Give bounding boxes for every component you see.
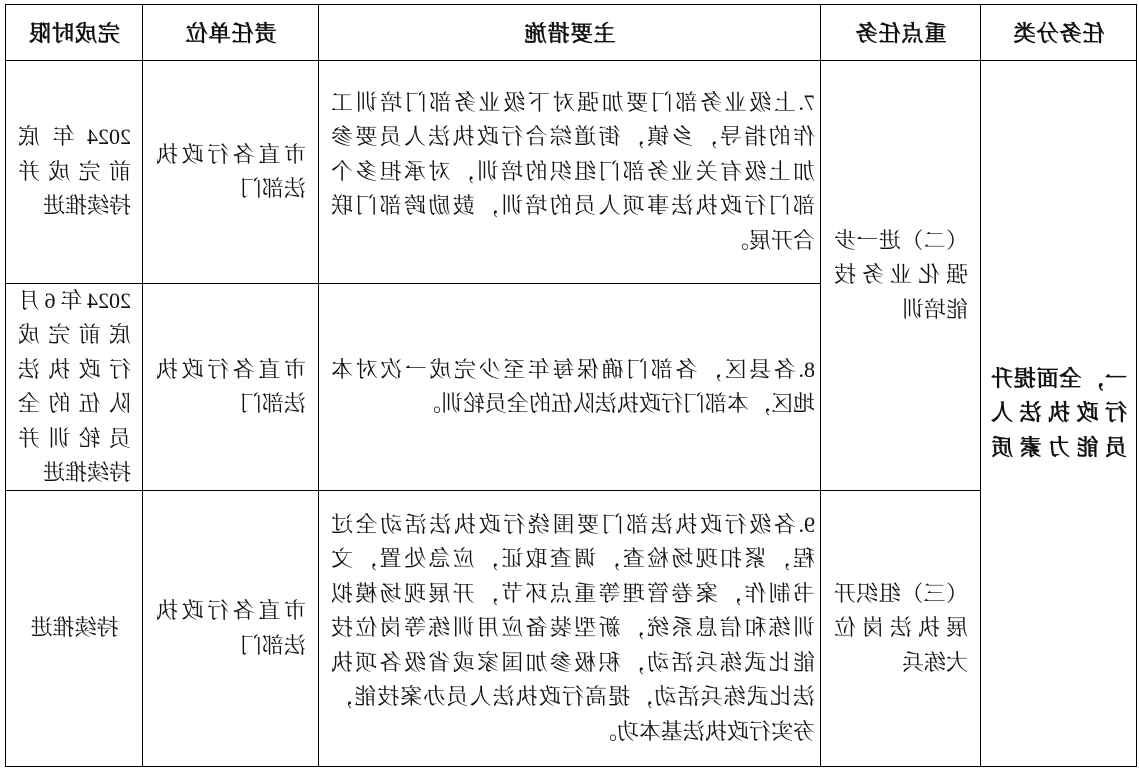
deadline-cell: [5, 60, 143, 284]
deadline-line: 底前完成: [18, 322, 131, 347]
header-deadline-label: 完成时限: [28, 21, 121, 46]
measures-line: 作的指导，乡镇，街道综合行政执法人员要参: [331, 124, 815, 150]
deadline-line: 2024年6月: [18, 287, 131, 313]
measures-line: 9.各级行政执法部门要围绕行政执法活动全过: [331, 511, 815, 537]
responsible-unit-cell: [142, 490, 319, 767]
deadline-line: 持续推进: [42, 460, 131, 485]
header-deadline: [5, 4, 143, 61]
measures-line: 书制作，案卷管理等重点环节，开展现场模拟: [331, 580, 815, 606]
measures-line: 夯实行政执法基本功。: [594, 718, 815, 744]
key-task-cell: [820, 60, 981, 491]
measures-line: 合开展。: [726, 227, 815, 253]
task-category-cell: [980, 60, 1137, 767]
deadline-line: 2024年底: [18, 124, 131, 150]
task-category-line: 员能力素质: [991, 434, 1127, 460]
measures-line: 地区，本部门行政执法队伍的全员轮训。: [418, 391, 815, 416]
header-key-task: [820, 4, 981, 61]
key-task-line: 大练兵: [901, 649, 968, 675]
measures-line: 部门行政执法事项人员的培训，鼓励跨部门联: [331, 193, 815, 219]
responsible-unit-line: 市直各行政执: [156, 356, 306, 382]
responsible-unit-cell: [142, 60, 319, 284]
measures-line: 7.上级业务部门要加强对下级业务部门培训工: [331, 89, 815, 115]
deadline-line: 持续推进: [30, 615, 119, 641]
key-task-line: 强化业务技: [834, 262, 968, 288]
task-category-line: 行政执法人: [991, 400, 1127, 426]
key-task-cell: [820, 490, 981, 767]
measures-cell: [318, 283, 821, 491]
header-responsible-unit-label: 责任单位: [184, 21, 277, 46]
deadline-line: 队伍的全: [18, 391, 131, 416]
header-responsible-unit: [142, 4, 319, 61]
measures-cell: [318, 490, 821, 767]
responsible-unit-line: 市直各行政执: [156, 598, 306, 623]
key-task-line: 展执法岗位: [834, 615, 968, 641]
measures-line: 8.各县区，各部门确保每年至少完成一次对本: [331, 356, 815, 382]
measures-line: 训练和信息系统，新型装备应用训练等岗位技: [331, 615, 815, 641]
header-measures-label: 主要措施: [523, 21, 616, 46]
key-task-line: 能培训: [901, 296, 968, 322]
deadline-line: 员轮训并: [18, 425, 131, 451]
deadline-line: 持续推进: [42, 193, 131, 219]
measures-cell: [318, 60, 821, 284]
task-category-line: 一，全面提升: [991, 365, 1127, 391]
key-task-line: （二）进一步: [834, 227, 968, 253]
responsible-unit-line: 法部门: [239, 391, 306, 416]
measures-line: 程，紧扣现场检查，调查取证，应急处置，文: [331, 546, 815, 572]
key-task-line: （三）组织开: [834, 580, 968, 606]
deadline-cell: [5, 283, 143, 491]
header-key-task-label: 重点任务: [854, 21, 947, 46]
responsible-unit-line: 法部门: [239, 632, 306, 658]
responsible-unit-cell: [142, 283, 319, 491]
deadline-line: 前完成并: [18, 158, 131, 184]
measures-line: 法比武练兵活动，提高行政执法人员办案技能，: [331, 684, 815, 710]
responsible-unit-line: 市直各行政执: [156, 141, 306, 167]
header-task-category: [980, 4, 1137, 61]
deadline-cell: [5, 490, 143, 767]
measures-line: 加上级有关业务部门组织的培训，对承担多个: [331, 158, 815, 184]
deadline-line: 行政执法: [18, 356, 131, 382]
measures-line: 能比武练兵活动，积极参加国家或省级各项执: [331, 649, 815, 675]
header-task-category-label: 任务分类: [1012, 21, 1105, 46]
header-measures: [318, 4, 821, 61]
responsible-unit-line: 法部门: [239, 176, 306, 201]
